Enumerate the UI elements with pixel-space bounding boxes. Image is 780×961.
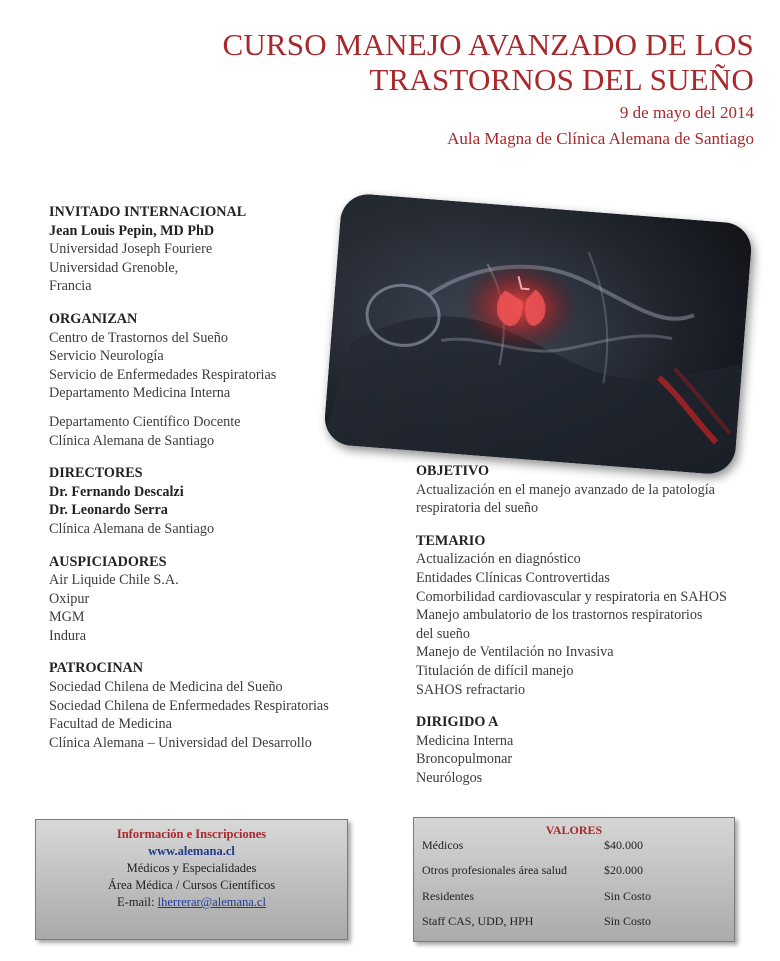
organizan-line: Servicio de Enfermedades Respiratorias — [49, 366, 277, 383]
organizan-line: Departamento Científico Docente — [49, 413, 241, 430]
objetivo-line: Actualización en el manejo avanzado de la patología — [416, 481, 715, 498]
organizan-line: Centro de Trastornos del Sueño — [49, 329, 228, 346]
email-row — [36, 894, 347, 911]
event-date: 9 de mayo del 2014 — [619, 103, 754, 122]
title-line-1: CURSO MANEJO AVANZADO DE LOS — [222, 27, 754, 62]
auspiciador-item: Air Liquide Chile S.A. — [49, 572, 179, 589]
organizan-line: Departamento Medicina Interna — [49, 385, 231, 402]
temario-item: del sueño — [416, 625, 470, 642]
event-venue: Aula Magna de Clínica Alemana de Santiago — [447, 129, 754, 148]
valores-row — [422, 914, 722, 934]
auspiciadores-section — [49, 553, 379, 646]
temario-item: Comorbilidad cardiovascular y respiratoria en SAHOS — [416, 588, 727, 605]
director-name: Dr. Leonardo Serra — [49, 502, 168, 519]
dirigido-item: Medicina Interna — [416, 732, 514, 749]
dirigido-section — [416, 713, 766, 787]
valores-amount: Sin Costo — [604, 914, 652, 928]
director-name: Dr. Fernando Descalzi — [49, 483, 184, 500]
valores-box — [413, 817, 735, 942]
auspiciador-item: MGM — [49, 609, 85, 626]
temario-item: Actualización en diagnóstico — [416, 551, 581, 568]
objetivo-line: respiratoria del sueño — [416, 500, 539, 517]
valores-label: Residentes — [422, 889, 474, 903]
temario-item: Titulación de difícil manejo — [416, 662, 574, 679]
left-column — [49, 203, 379, 766]
info-line: Médicos y Especialidades — [126, 861, 257, 875]
invitado-heading: INVITADO INTERNACIONAL — [49, 204, 247, 220]
temario-heading: TEMARIO — [416, 532, 486, 549]
dirigido-item: Neurólogos — [416, 769, 483, 786]
organizan-heading: ORGANIZAN — [49, 310, 138, 327]
invitado-section — [49, 203, 379, 296]
valores-amount: Sin Costo — [604, 889, 652, 903]
right-column — [416, 462, 766, 802]
website-link[interactable]: www.alemana.cl — [148, 844, 235, 858]
email-label: E-mail: — [117, 895, 158, 909]
patrocinan-section — [49, 659, 379, 752]
organizan-line: Servicio Neurología — [49, 348, 164, 365]
valores-row — [422, 889, 722, 909]
temario-section — [416, 532, 766, 699]
organizan-line: Clínica Alemana de Santiago — [49, 432, 215, 449]
auspiciador-item: Indura — [49, 627, 87, 644]
organizan-section — [49, 310, 379, 450]
valores-title: VALORES — [545, 823, 603, 837]
dirigido-item: Broncopulmonar — [416, 751, 513, 768]
objetivo-heading: OBJETIVO — [416, 463, 490, 479]
patrocinador-item: Sociedad Chilena de Enfermedades Respiratorias — [49, 697, 329, 714]
temario-item: SAHOS refractario — [416, 681, 526, 698]
patrocinador-item: Clínica Alemana – Universidad del Desarrollo — [49, 734, 312, 751]
directores-heading: DIRECTORES — [49, 465, 143, 482]
temario-item: Entidades Clínicas Controvertidas — [416, 569, 610, 586]
invitado-name: Jean Louis Pepin, MD PhD — [49, 222, 215, 239]
lungs-sleep-illustration — [323, 192, 754, 476]
auspiciadores-heading: AUSPICIADORES — [49, 553, 167, 570]
email-link[interactable]: lherrerar@alemana.cl — [157, 895, 266, 909]
valores-row — [422, 863, 722, 883]
temario-item: Manejo de Ventilación no Invasiva — [416, 644, 614, 661]
info-box — [35, 819, 348, 940]
valores-label: Médicos — [422, 838, 464, 852]
directores-section — [49, 464, 379, 538]
directores-line: Clínica Alemana de Santiago — [49, 520, 215, 537]
valores-label: Staff CAS, UDD, HPH — [422, 914, 534, 928]
invitado-line: Francia — [49, 278, 92, 295]
invitado-line: Universidad Joseph Fouriere — [49, 241, 213, 258]
valores-amount: $20.000 — [604, 863, 643, 877]
info-line: Área Médica / Cursos Científicos — [107, 878, 276, 892]
title-line-2: TRASTORNOS DEL SUEÑO — [369, 62, 754, 97]
patrocinador-item: Facultad de Medicina — [49, 716, 172, 733]
patrocinador-item: Sociedad Chilena de Medicina del Sueño — [49, 679, 283, 696]
temario-item: Manejo ambulatorio de los trastornos respiratorios — [416, 607, 703, 624]
objetivo-section — [416, 462, 766, 518]
valores-label: Otros profesionales área salud — [422, 863, 567, 877]
invitado-line: Universidad Grenoble, — [49, 259, 179, 276]
valores-row — [422, 838, 722, 858]
dirigido-heading: DIRIGIDO A — [416, 714, 499, 731]
info-title: Información e Inscripciones — [116, 827, 267, 841]
patrocinan-heading: PATROCINAN — [49, 660, 144, 677]
auspiciador-item: Oxipur — [49, 590, 90, 607]
valores-amount: $40.000 — [604, 838, 643, 852]
